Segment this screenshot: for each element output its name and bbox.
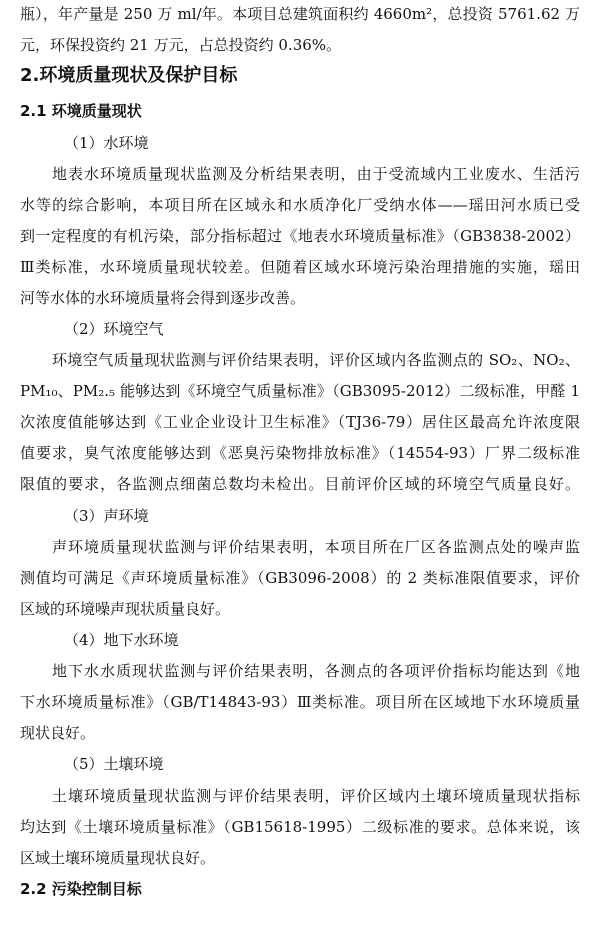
- water-line-2: 水等的综合影响，本项目所在区域永和水质净化厂受纳水体——瑶田河水质已受: [20, 196, 580, 214]
- noise-line-1: 声环境质量现状监测与评价结果表明，本项目所在厂区各监测点处的噪声监: [52, 538, 580, 556]
- section-2-2-title: 2.2 污染控制目标: [20, 880, 142, 898]
- section-2-1-title: 2.1 环境质量现状: [20, 102, 142, 120]
- water-line-4: Ⅲ类标准，水环境质量现状较差。但随着区域水环境污染治理措施的实施，瑶田: [20, 258, 580, 276]
- water-line-3: 到一定程度的有机污染，部分指标超过《地表水环境质量标准》（GB3838-2002）: [20, 227, 580, 245]
- air-line-5: 限值的要求，各监测点细菌总数均未检出。目前评价区域的环境空气质量良好。: [20, 475, 580, 493]
- groundwater-line-1: 地下水水质现状监测与评价结果表明，各测点的各项评价指标均能达到《地: [52, 662, 580, 680]
- groundwater-heading: （4）地下水环境: [64, 631, 179, 649]
- noise-line-2: 测值均可满足《声环境质量标准》（GB3096-2008）的 2 类标准限值要求，评价: [20, 569, 580, 587]
- groundwater-line-3: 现状良好。: [20, 724, 96, 742]
- air-line-1: 环境空气质量现状监测与评价结果表明，评价区域内各监测点的 SO₂、NO₂、: [52, 351, 580, 369]
- water-line-5: 河等水体的水环境质量将会得到逐步改善。: [20, 289, 306, 307]
- air-line-4: 值要求，臭气浓度能够达到《恶臭污染物排放标准》（14554-93）厂界二级标准: [20, 444, 580, 462]
- soil-heading: （5）土壤环境: [64, 755, 164, 773]
- air-line-2: PM₁₀、PM₂.₅ 能够达到《环境空气质量标准》（GB3095-2012）二级标准，甲醛 1: [20, 382, 580, 400]
- groundwater-line-2: 下水环境质量标准》（GB/T14843-93）Ⅲ类标准。项目所在区域地下水环境质量: [20, 693, 580, 711]
- soil-line-3: 区域土壤环境质量现状良好。: [20, 849, 216, 867]
- water-line-1: 地表水环境质量现状监测及分析结果表明，由于受流域内工业废水、生活污: [52, 165, 580, 183]
- soil-line-2: 均达到《土壤环境质量标准》（GB15618-1995）二级标准的要求。总体来说，该: [20, 818, 580, 836]
- noise-line-3: 区域的环境噪声现状质量良好。: [20, 600, 231, 618]
- soil-line-1: 土壤环境质量现状监测与评价结果表明，评价区域内土壤环境质量现状指标: [52, 787, 580, 805]
- section-2-title: 2.环境质量现状及保护目标: [20, 65, 238, 86]
- intro-line-2: 元，环保投资约 21 万元，占总投资约 0.36%。: [20, 36, 342, 54]
- water-heading: （1）水环境: [64, 134, 149, 152]
- air-heading: （2）环境空气: [64, 320, 164, 338]
- air-line-3: 次浓度值能够达到《工业企业设计卫生标准》（TJ36-79）居住区最高允许浓度限: [20, 413, 580, 431]
- noise-heading: （3）声环境: [64, 507, 149, 525]
- intro-line-1: 瓶），年产量是 250 万 ml/年。本项目总建筑面积约 4660m²，总投资 5761.62 万: [20, 5, 580, 23]
